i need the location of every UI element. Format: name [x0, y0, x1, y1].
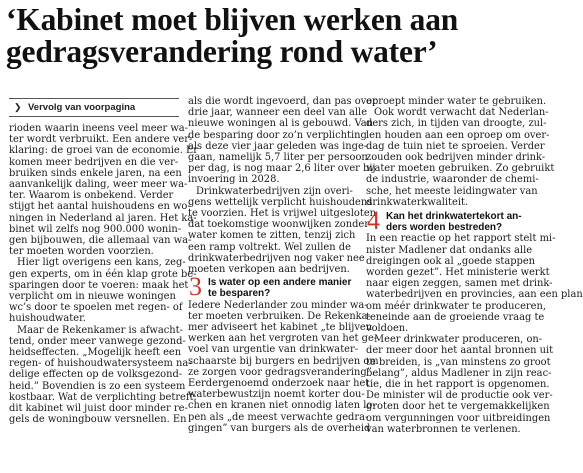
text-line: per dag, is nog maar 2,6 liter over bij	[188, 163, 376, 175]
text-line: oproept minder water te gebruiken.	[366, 96, 547, 107]
text-line: dag de tuin niet te sproeien. Verder	[366, 140, 545, 152]
text-line: pen als „de meest verwachte gedra-	[188, 411, 369, 423]
text-line: huishoudwater.	[9, 313, 86, 325]
text-line: De minister wil de productie ook ver-	[366, 390, 553, 402]
text-line: nister Madlener dat ondanks alle	[366, 244, 533, 256]
text-line: gingen” van burgers als de overheid	[188, 422, 371, 434]
text-line: om vergunningen voor uitbreidingen	[366, 412, 551, 424]
text-line: kostbaar. Wat de verplichting betreft:	[9, 391, 197, 403]
text-line: voldoen.	[366, 323, 409, 335]
text-line: drinkwaterbedrijven nog vaker nee	[188, 252, 365, 264]
text-line: waterbewustzijn noemt korter dou-	[188, 389, 365, 401]
column-2-text-bottom	[188, 299, 379, 434]
text-line: de besparing door zo’n verplichting	[188, 129, 367, 141]
text-line: teneinde aan de groeiende vraag te	[366, 311, 545, 323]
text-line: wc’s door te spoelen met regen- of	[9, 302, 183, 314]
text-line: Iedere Nederlander zou minder wa-	[188, 299, 368, 311]
text-line: gen experts, om in één klap grote be-	[9, 268, 197, 280]
text-line: nieuwe woningen al is gebouwd. Van	[188, 118, 373, 130]
text-line: rioden waarin ineens veel meer wa-	[9, 123, 189, 134]
text-line: Maar de Rekenkamer is afwacht-	[17, 324, 183, 336]
question-line: ders worden bestreden?	[386, 222, 503, 234]
text-line: tend, onder meer vanwege gezond-	[9, 335, 186, 347]
text-line: te voorzien. Het is vrijwel uitgesloten	[188, 208, 377, 220]
text-line: ders zich, in tijden van droogte, zul-	[366, 118, 547, 130]
continued-from-front-page-link[interactable]	[9, 98, 179, 117]
text-line: Hier ligt overigens een kans, zeg-	[17, 257, 186, 269]
text-line: van waterbronnen te verlenen.	[366, 423, 521, 435]
column-1	[9, 98, 198, 426]
text-line: gaan, namelijk 5,7 liter per persoon	[188, 152, 368, 164]
text-line: sche, het meeste leidingwater van	[366, 185, 538, 197]
text-line: om méér drinkwater te produceren,	[366, 300, 546, 312]
headline-line: ‘Kabinet moet blijven werken aan	[6, 2, 459, 37]
text-line: delige effecten op de volksgezond-	[9, 369, 183, 381]
text-line: belang”, aldus Madlener in zijn reac-	[366, 367, 552, 379]
text-line: waterbedrijven en provincies, aan een plan	[366, 289, 583, 301]
question-line: te besparen?	[208, 288, 271, 300]
text-line: sparingen door te voeren: maak het	[9, 279, 189, 291]
text-line: der meer door het aantal bronnen uit	[366, 345, 554, 357]
text-line: stijgt het aantal huishoudens en wo-	[9, 201, 191, 213]
text-line: zouden ook bedrijven minder drink-	[366, 152, 546, 164]
text-line: mer adviseert het kabinet „te blijven	[188, 322, 373, 334]
text-line: dreigingen ook al „goede stappen	[366, 255, 536, 267]
question-heading-3	[188, 272, 358, 302]
text-line: heid.” Bovendien is zo een systeem	[9, 380, 186, 392]
text-line: drie jaar, wanneer een deel van alle	[188, 107, 368, 119]
headline	[6, 4, 546, 68]
text-line: een ramp voltrekt. Wel zullen de	[188, 241, 351, 253]
text-line: len houden aan een oproep om over-	[366, 129, 550, 141]
text-line: ter wordt verbruikt. Een andere ver-	[9, 134, 193, 146]
question-heading-4	[366, 206, 544, 236]
text-line: Eerdergenoemd onderzoek naar het	[188, 378, 370, 390]
text-line: ter. Waarom is onbekend. Verder	[9, 190, 174, 202]
text-line: Drinkwaterbedrijven zijn overi-	[196, 185, 353, 197]
text-line: gens wettelijk verplicht huishoudens	[188, 196, 373, 208]
column-1-text	[9, 123, 198, 426]
text-line: schaarste bij burgers en bedrijven om	[188, 355, 379, 367]
text-line: gen bijbouwen, die allemaal van wa-	[9, 235, 192, 247]
column-3-text-bottom	[366, 233, 583, 435]
text-line: drinkwaterkwaliteit.	[366, 196, 469, 208]
text-line: moeten verkopen aan bedrijven.	[188, 264, 350, 276]
text-line: dat toekomstige woonwijken zonder	[188, 219, 369, 231]
text-line: ter moeten worden voorzien.	[9, 246, 154, 258]
column-3	[366, 96, 583, 435]
headline-line: gedragsverandering rond water’	[6, 34, 438, 69]
text-line: als deze vier jaar geleden was inge-	[188, 140, 368, 152]
question-number: 4	[367, 206, 380, 236]
question-line: Kan het drinkwatertekort an-	[386, 211, 522, 223]
text-line: heidseffecten. „Mogelijk heeft een	[9, 347, 182, 359]
chevron-right-icon: ❯	[14, 102, 22, 112]
text-line: naar eigen zeggen, samen met drink-	[366, 278, 553, 290]
text-line: ningen in Nederland al jaren. Het ka-	[9, 212, 197, 224]
text-line: In een reactie op het rapport stelt mi-	[366, 233, 556, 245]
text-line: ze zorgen voor gedragsverandering”.	[188, 366, 375, 378]
text-line: komen meer bedrijven en die ver-	[9, 156, 179, 168]
text-line: worden gezet”. Het ministerie werkt	[366, 267, 550, 279]
text-line: bruiken sinds enkele jaren, na een	[9, 167, 182, 179]
text-line: klaring: de groei van de economie. Er	[9, 145, 198, 157]
text-line: water komen te zitten, tenzij zich	[188, 230, 356, 242]
text-line: gels de woningbouw versnellen. En	[9, 414, 187, 426]
text-line: aanvankelijk daling, weer meer wa-	[9, 179, 188, 191]
text-line: invoering in 2028.	[188, 174, 280, 186]
kicker-label: Vervolg van voorpagina	[28, 102, 136, 113]
text-line: tie, die in het rapport is opgenomen.	[366, 379, 550, 391]
text-line: dit kabinet wil juist door minder re-	[9, 403, 188, 415]
text-line: chen en kranen niet onnodig laten lo-	[188, 400, 376, 412]
column-2-text-top	[188, 96, 377, 276]
text-line: de industrie, waaronder de chemi-	[366, 174, 539, 186]
text-line: binet wil zelfs nog 900.000 wonin-	[9, 223, 182, 235]
text-line: Meer drinkwater produceren, on-	[374, 334, 543, 346]
text-line: als die wordt ingevoerd, dan pas over	[188, 96, 377, 107]
question-number: 3	[189, 272, 202, 302]
text-line: verplicht om in nieuwe woningen	[9, 291, 176, 303]
text-line: ter moeten verbruiken. De Rekenka-	[188, 310, 371, 322]
column-3-text-top	[366, 96, 555, 208]
text-line: water moeten gebruiken. Zo gebruikt	[366, 163, 555, 175]
text-line: te breiden, is „van minstens zo groot	[366, 356, 551, 368]
text-line: voel van urgentie van drinkwater-	[188, 344, 359, 356]
column-2	[188, 96, 379, 434]
text-line: Ook wordt verwacht dat Nederlan-	[374, 107, 549, 119]
text-line: groten door het te vergemakkelijken	[366, 401, 550, 413]
text-line: werken aan het vergroten van het ge-	[188, 333, 378, 345]
text-line: regen- of huishoudwatersysteem na-	[9, 358, 192, 370]
question-line: Is water op een andere manier	[208, 277, 352, 289]
